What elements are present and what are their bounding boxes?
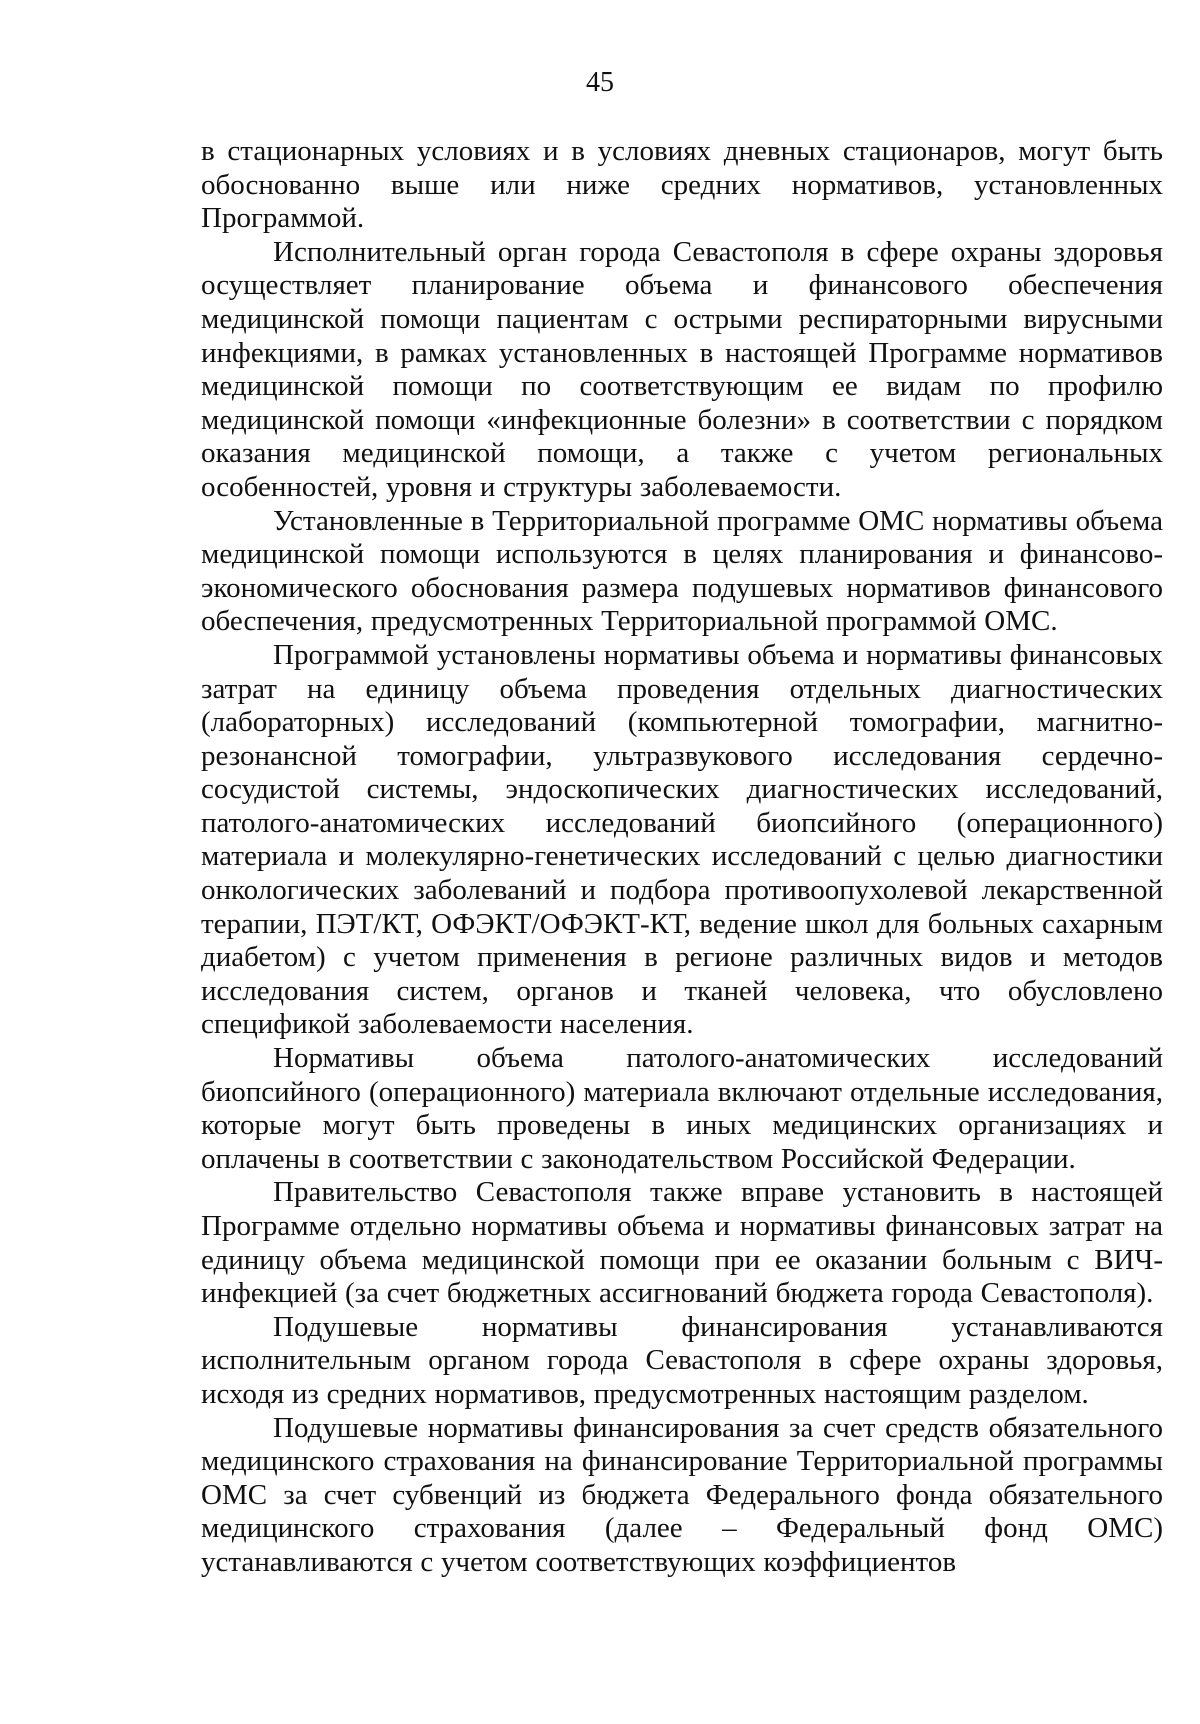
document-body [201, 135, 1163, 1580]
page-number: 45 [586, 67, 614, 98]
paragraph-6: Правительство Севастополя также вправе установить в настоящей Программе отдельно нормативы объема и нормативы финансовых затрат на единицу объема медицинской помощи при ее оказании больным с ВИЧ-инфекцией (за счет бюджетных ассигнований бюджета города Севастополя). [201, 1176, 1163, 1310]
paragraph-1: в стационарных условиях и в условиях дневных стационаров, могут быть обоснованно выше или ниже средних нормативов, установленных Программой. [201, 135, 1163, 235]
paragraph-4: Программой установлены нормативы объема и нормативы финансовых затрат на единицу объема проведения отдельных диагностических (лабораторных) исследований (компьютерной томографии, магнитно-резонансной томографии, ультразвукового исследования сердечно-сосудистой системы, эндоскопических диагностических исследований, патолого-анатомических исследований биопсийного (операционного) материала и молекулярно-генетических исследований с целью диагностики онкологических заболеваний и подбора противоопухолевой лекарственной терапии, ПЭТ/КТ, ОФЭКТ/ОФЭКТ-КТ, ведение школ для больных сахарным диабетом) с учетом применения в регионе различных видов и методов исследования систем, органов и тканей человека, что обусловлено спецификой заболеваемости населения. [201, 638, 1163, 1041]
paragraph-7: Подушевые нормативы финансирования устанавливаются исполнительным органом города Севастополя в сфере охраны здоровья, исходя из средних нормативов, предусмотренных настоящим разделом. [201, 1310, 1163, 1410]
paragraph-8: Подушевые нормативы финансирования за счет средств обязательного медицинского страхования на финансирование Территориальной программы ОМС за счет субвенций из бюджета Федерального фонда обязательного медицинского страхования (далее – Федеральный фонд ОМС) устанавливаются с учетом соответствующих коэффициентов [201, 1411, 1163, 1578]
paragraph-3: Установленные в Территориальной программе ОМС нормативы объема медицинской помощи используются в целях планирования и финансово-экономического обоснования размера подушевых нормативов финансового обеспечения, предусмотренных Территориальной программой ОМС. [201, 504, 1163, 638]
paragraph-2: Исполнительный орган города Севастополя в сфере охраны здоровья осуществляет планирование объема и финансового обеспечения медицинской помощи пациентам с острыми респираторными вирусными инфекциями, в рамках установленных в настоящей Программе нормативов медицинской помощи по соответствующим ее видам по профилю медицинской помощи «инфекционные болезни» в соответствии с порядком оказания медицинской помощи, а также с учетом региональных особенностей, уровня и структуры заболеваемости. [201, 235, 1163, 503]
paragraph-5: Нормативы объема патолого-анатомических исследований биопсийного (операционного) материала включают отдельные исследования, которые могут быть проведены в иных медицинских организациях и оплачены в соответствии с законодательством Российской Федерации. [201, 1042, 1163, 1175]
